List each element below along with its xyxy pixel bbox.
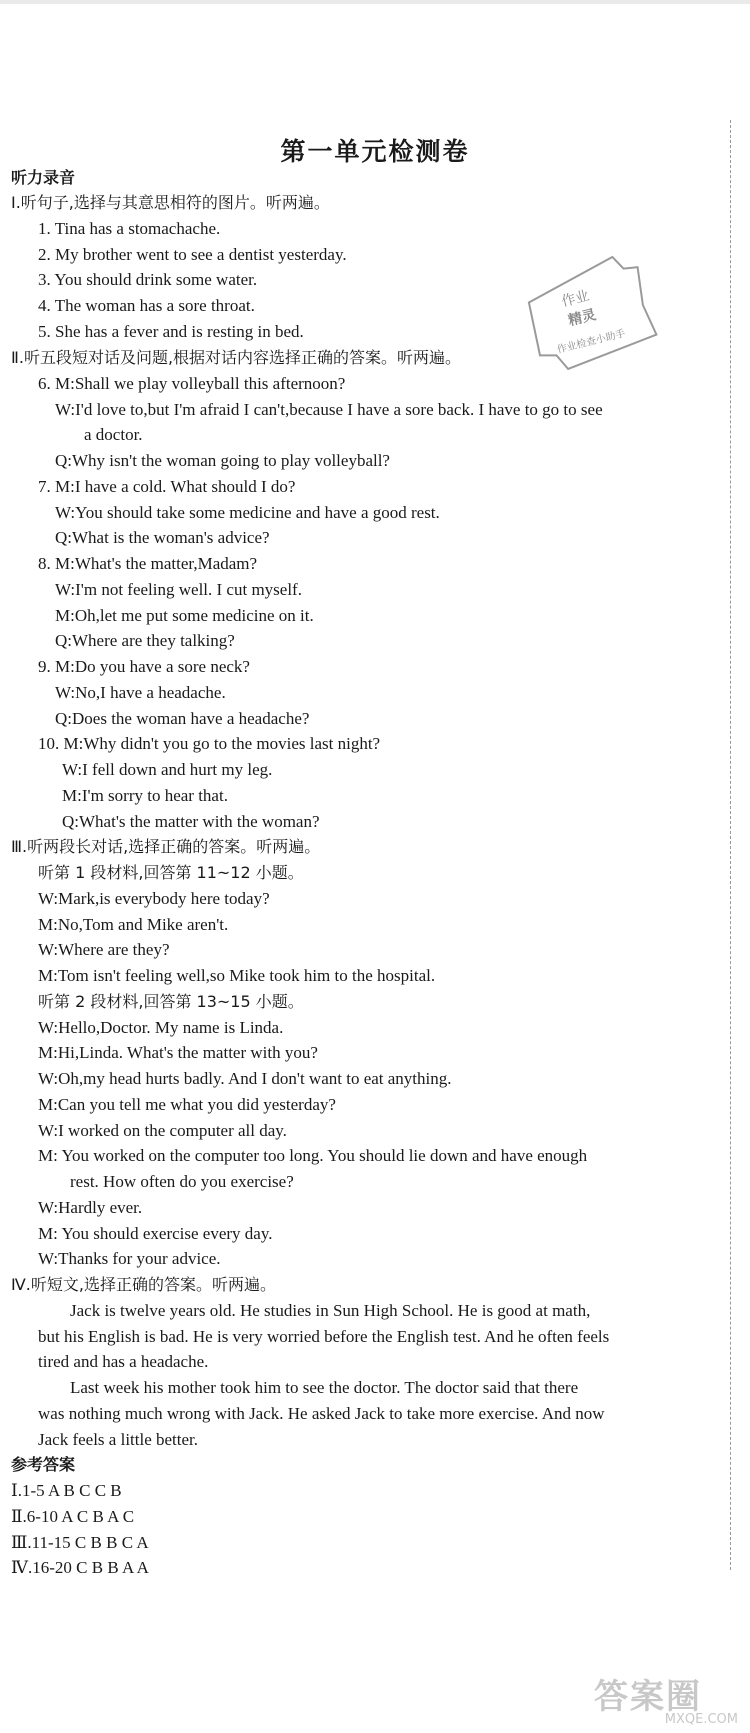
- text-line: W:Hardly ever.: [38, 1198, 143, 1217]
- text-line: Jack is twelve years old. He studies in Sun High School. He is good at math,: [70, 1301, 591, 1320]
- stamp-text-line1: 作业: [559, 287, 591, 311]
- text-line: M: You worked on the computer too long. You should lie down and have enough: [38, 1146, 588, 1165]
- text-line: Q:Does the woman have a headache?: [55, 709, 310, 728]
- text-line: 1. Tina has a stomachache.: [38, 219, 221, 238]
- text-line: W:Where are they?: [38, 940, 170, 959]
- text-line: Ⅲ.11-15 C B B C A: [11, 1533, 149, 1552]
- stamp-text-line2: 精灵: [566, 306, 598, 330]
- text-line: Ⅳ.听短文,选择正确的答案。听两遍。: [11, 1275, 276, 1294]
- text-line: Last week his mother took him to see the doctor. The doctor said that there: [70, 1378, 579, 1397]
- section-heading: 听力录音: [11, 168, 76, 187]
- scan-top-edge: [0, 0, 750, 4]
- text-line: Q:Why isn't the woman going to play volleyball?: [55, 451, 390, 470]
- text-line: M:Can you tell me what you did yesterday?: [38, 1095, 336, 1114]
- text-line: W:I'm not feeling well. I cut myself.: [55, 580, 302, 599]
- text-line: 2. My brother went to see a dentist yesterday.: [38, 245, 347, 264]
- text-line: 5. She has a fever and is resting in bed.: [38, 322, 304, 341]
- text-line: W:I'd love to,but I'm afraid I can't,because I have a sore back. I have to go to see: [55, 400, 603, 419]
- text-line: 4. The woman has a sore throat.: [38, 296, 255, 315]
- text-line: Ⅰ.1-5 A B C C B: [11, 1481, 122, 1500]
- text-line: 6. M:Shall we play volleyball this afternoon?: [38, 374, 346, 393]
- text-line: Jack feels a little better.: [38, 1430, 199, 1449]
- text-line: M:Oh,let me put some medicine on it.: [55, 606, 314, 625]
- site-watermark: [594, 1669, 744, 1729]
- text-line: Ⅲ.听两段长对话,选择正确的答案。听两遍。: [11, 837, 321, 856]
- text-line: W:Mark,is everybody here today?: [38, 889, 270, 908]
- text-line: M:Hi,Linda. What's the matter with you?: [38, 1043, 318, 1062]
- text-line: 听第 2 段材料,回答第 13~15 小题。: [38, 992, 304, 1011]
- homework-helper-stamp-icon: [514, 244, 666, 380]
- text-line: Ⅳ.16-20 C B B A A: [11, 1558, 149, 1577]
- text-line: W:You should take some medicine and have a good rest.: [55, 503, 440, 522]
- text-line: 9. M:Do you have a sore neck?: [38, 657, 250, 676]
- text-line: W:Thanks for your advice.: [38, 1249, 221, 1268]
- text-line: tired and has a headache.: [38, 1352, 209, 1371]
- text-line: 7. M:I have a cold. What should I do?: [38, 477, 296, 496]
- margin-dashed-rule: [730, 120, 731, 1570]
- text-line: but his English is bad. He is very worried before the English test. And he often feels: [38, 1327, 610, 1346]
- text-line: W:I fell down and hurt my leg.: [62, 760, 273, 779]
- text-line: a doctor.: [84, 425, 143, 444]
- watermark-url: MXQE.COM: [664, 1712, 738, 1727]
- text-line: W:No,I have a headache.: [55, 683, 226, 702]
- text-line: Q:Where are they talking?: [55, 631, 235, 650]
- text-line: M:I'm sorry to hear that.: [62, 786, 228, 805]
- text-line: rest. How often do you exercise?: [70, 1172, 294, 1191]
- text-line: W:I worked on the computer all day.: [38, 1121, 287, 1140]
- text-line: Ⅱ.6-10 A C B A C: [11, 1507, 135, 1526]
- section-heading: 参考答案: [11, 1455, 76, 1474]
- text-line: M:No,Tom and Mike aren't.: [38, 915, 229, 934]
- text-line: 8. M:What's the matter,Madam?: [38, 554, 258, 573]
- text-line: Ⅱ.听五段短对话及问题,根据对话内容选择正确的答案。听两遍。: [11, 348, 462, 367]
- text-line: M: You should exercise every day.: [38, 1224, 273, 1243]
- text-line: was nothing much wrong with Jack. He asked Jack to take more exercise. And now: [38, 1404, 605, 1423]
- text-line: 3. You should drink some water.: [38, 270, 258, 289]
- page-title: 第一单元检测卷: [280, 137, 470, 166]
- watermark-logo-text: 答案圈: [594, 1677, 702, 1717]
- text-line: 10. M:Why didn't you go to the movies last night?: [38, 734, 381, 753]
- text-line: W:Hello,Doctor. My name is Linda.: [38, 1018, 284, 1037]
- stamp-text-line3: 作业检查小助手: [556, 328, 627, 356]
- text-line: M:Tom isn't feeling well,so Mike took him to the hospital.: [38, 966, 436, 985]
- text-line: Q:What is the woman's advice?: [55, 528, 270, 547]
- text-line: 听第 1 段材料,回答第 11~12 小题。: [38, 863, 304, 882]
- text-line: Q:What's the matter with the woman?: [62, 812, 320, 831]
- text-line: W:Oh,my head hurts badly. And I don't want to eat anything.: [38, 1069, 452, 1088]
- text-line: Ⅰ.听句子,选择与其意思相符的图片。听两遍。: [11, 193, 330, 212]
